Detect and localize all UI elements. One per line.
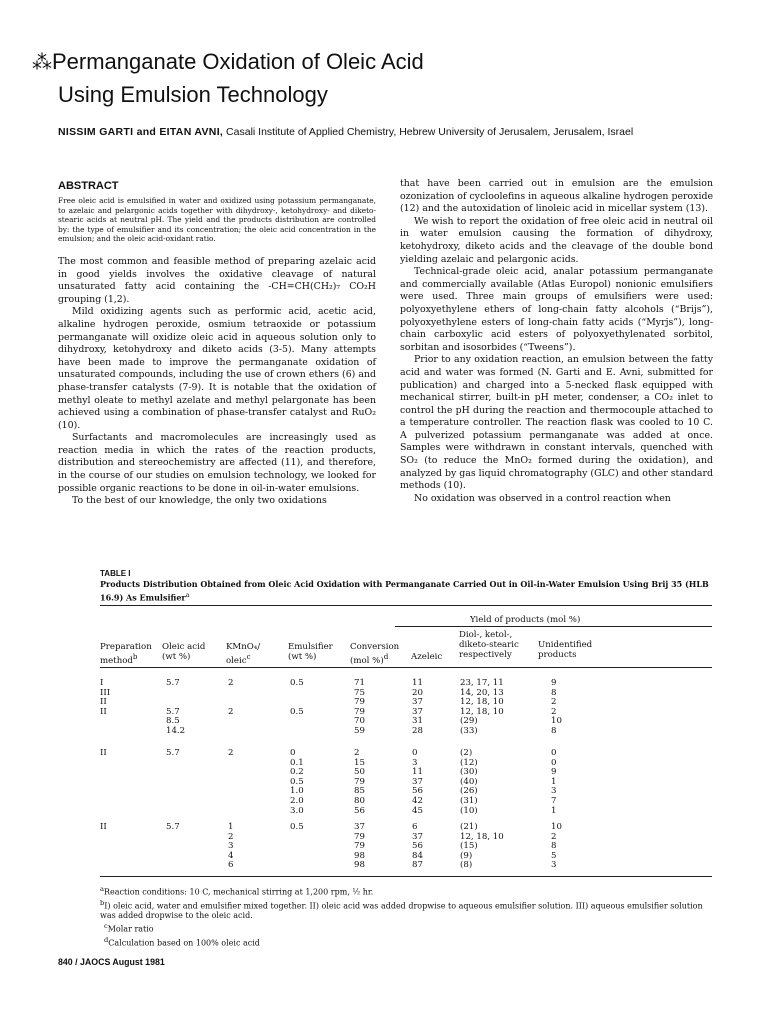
table-cell-kmno4: 2 xyxy=(228,678,234,688)
table-cell-diol: (31) xyxy=(460,796,478,806)
table-cell-method: II xyxy=(100,822,107,832)
table-cell-diol: 14, 20, 13 xyxy=(460,687,504,698)
table-label: TABLE I xyxy=(100,569,131,578)
col-header-oleic: Oleic acid (wt %) xyxy=(162,642,206,662)
table-cell-oleic: 14.2 xyxy=(166,726,186,736)
table-cell-diol: (2) xyxy=(460,748,473,758)
table-cell-conversion: 79 xyxy=(354,841,365,852)
table-cell-diol: (40) xyxy=(460,776,478,787)
article-title xyxy=(32,46,732,111)
col-header-emulsifier: Emulsifier (wt %) xyxy=(288,642,333,662)
abstract-heading: ABSTRACT xyxy=(58,180,119,192)
table-cell-unidentified: 9 xyxy=(551,678,557,688)
table-cell-conversion: 15 xyxy=(354,757,365,768)
col-header-conversion: Conversion (mol %)$^d$ xyxy=(350,642,400,666)
table-cell-conversion: 70 xyxy=(354,716,365,727)
table-cell-unidentified: 8 xyxy=(551,841,557,852)
table-cell-unidentified: 3 xyxy=(551,860,557,871)
table-notes xyxy=(100,884,720,949)
table-cell-diol: (30) xyxy=(460,767,478,778)
table-cell-unidentified: 8 xyxy=(551,726,557,736)
table-cell-diol: 12, 18, 10 xyxy=(460,831,504,842)
author-names: NISSIM GARTI and EITAN AVNI, xyxy=(58,126,224,138)
table-cell-conversion: 37 xyxy=(354,822,365,832)
table-cell-diol: (10) xyxy=(460,805,478,816)
table-cell-diol: 23, 17, 11 xyxy=(460,678,504,688)
table-cell-emulsifier: 2.0 xyxy=(290,796,304,806)
table-cell-diol: (9) xyxy=(460,850,473,861)
title-line-2: Using Emulsion Technology xyxy=(58,82,328,107)
abstract-text: Free oleic acid is emulsified in water and oxidized using potassium permanganate, to azelaic and pelargonic acids together with dihydroxy-, ketohydroxy- and diketo-stearic acids at neutral pH. The yield and the products distribution are controlled by: the type of emulsifier and its concentration; the oleic acid concentration in the emulsion; and the oleic acid-oxidant ratio. xyxy=(58,196,376,244)
table-cell-azelaic: 0 xyxy=(412,748,418,758)
table-cell-emulsifier: 0.1 xyxy=(290,757,304,768)
table-cell-oleic: 5.7 xyxy=(166,748,180,758)
table-cell-method: III xyxy=(100,687,111,698)
table-caption-text: Products Distribution Obtained from Oleic Acid Oxidation with Permanganate Carried Out in Oil-in-Water Emulsion Using Brij 35 (HLB 16.9) As Emulsifier xyxy=(100,579,709,603)
table-cell-conversion: 79 xyxy=(354,706,365,717)
body-paragraph: Technical-grade oleic acid, analar potassium permanganate and commercially available (Atlas Europol) nonionic emulsifiers were used. Three main groups of emulsifiers were used: polyoxyethylene ethers of long-chain fatty alcohols (“Brijs”), polyoxyethylene esters of long-chain fatty acids (“Myrjs”), long-chain carboxylic acid esters of polyoxyethylenated sorbitol, sorbitan and isosorbides (“Tweens”). xyxy=(400,266,713,353)
table-cell-azelaic: 84 xyxy=(412,850,423,861)
table-cell-oleic: 5.7 xyxy=(166,822,180,832)
table-cell-method: II xyxy=(100,748,107,758)
table-cell-azelaic: 11 xyxy=(412,678,423,688)
table-cell-emulsifier: 0.5 xyxy=(290,706,304,717)
yield-header: Yield of products (mol %) xyxy=(470,615,581,625)
table-cell-azelaic: 6 xyxy=(412,822,418,832)
table-cell-kmno4: 2 xyxy=(228,706,234,717)
table-cell-unidentified: 8 xyxy=(551,687,557,698)
col-header-unidentified: Unidentified products xyxy=(538,640,593,660)
table-cell-azelaic: 3 xyxy=(412,757,418,768)
table-top-rule xyxy=(100,605,712,606)
table-cell-diol: (26) xyxy=(460,786,478,797)
table-cell-conversion: 75 xyxy=(354,687,365,698)
table-note: $^d$Calculation based on 100% oleic acid xyxy=(104,935,260,948)
table-cell-conversion: 2 xyxy=(354,748,360,758)
table-cell-diol: (33) xyxy=(460,726,478,736)
table-cell-conversion: 79 xyxy=(354,776,365,787)
table-cell-unidentified: 2 xyxy=(551,706,557,717)
table-caption-sup: a xyxy=(185,591,190,599)
author-block xyxy=(58,125,718,140)
body-paragraph: that have been carried out in emulsion are the emulsion ozonization of cycloolefins in aqueous alkaline hydrogen peroxide (12) and the autoxidation of linoleic acid in micellar system (13). xyxy=(400,178,713,215)
table-note: $^b$I) oleic acid, water and emulsifier mixed together. II) oleic acid was added dropwise to aqueous emulsifier solution. III) aqueous emulsifier solution was added dropwise to the oleic acid. xyxy=(100,898,703,921)
table-note: $^a$Reaction conditions: 10 C, mechanical stirring at 1,200 rpm, ½ hr. xyxy=(100,885,374,897)
table-cell-unidentified: 10 xyxy=(551,822,562,832)
table-cell-azelaic: 31 xyxy=(412,716,423,727)
table-header-rule xyxy=(100,667,712,668)
table-cell-azelaic: 56 xyxy=(412,841,423,852)
table-cell-kmno4: 2 xyxy=(228,831,234,842)
yield-header-rule xyxy=(395,626,712,627)
table-cell-unidentified: 1 xyxy=(551,776,557,787)
col-header-method: Preparation method$^b$ xyxy=(100,642,152,666)
table-cell-conversion: 85 xyxy=(354,786,365,797)
col-header-kmno4: KMnO₄/ oleic$^c$ xyxy=(226,642,261,666)
table-cell-kmno4: 6 xyxy=(228,860,234,871)
table-cell-conversion: 98 xyxy=(354,860,365,871)
col-header-diol: Diol-, ketol-, diketo-stearic respectively xyxy=(459,630,519,660)
table-cell-conversion: 59 xyxy=(354,726,365,736)
table-cell-diol: (29) xyxy=(460,716,478,727)
table-cell-kmno4: 3 xyxy=(228,841,234,852)
body-paragraph: Mild oxidizing agents such as performic acid, acetic acid, alkaline hydrogen peroxide, osmium tetraoxide or potassium permanganate will oxidize oleic acid in aqueous solution only to dihydroxy, ketohydroxy and diketo acids (3-5). Many attempts have been made to improve the permanganate oxidation of unsaturated compounds, including the use of crown ethers (6) and phase-transfer catalysts (7-9). It is notable that the oxidation of methyl oleate to methyl azelate and methyl pelargonate has been achieved using a combination of phase-transfer catalyst and RuO₂ (10). xyxy=(58,306,376,431)
table-cell-emulsifier: 0.2 xyxy=(290,767,304,778)
table-cell-azelaic: 37 xyxy=(412,776,423,787)
body-paragraph: Prior to any oxidation reaction, an emulsion between the fatty acid and water was formed (N. Garti and E. Avni, submitted for publication) and charged into a 5-necked flask equipped with mechanical stirrer, built-in pH meter, condenser, a CO₂ inlet to control the pH during the reaction and thermocouple attached to a temperature controller. The reaction flask was cooled to 10 C. A pulverized potassium permanganate was added at once. Samples were withdrawn in constant intervals, quenched with SO₂ (to reduce the MnO₂ formed during the oxidation), and analyzed by gas liquid chromatography (GLC) and other standard methods (10). xyxy=(400,354,713,492)
table-cell-diol: 12, 18, 10 xyxy=(460,697,504,708)
body-paragraph: Surfactants and macromolecules are increasingly used as reaction media in which the rates of the reaction products, distribution and stereochemistry are affected (11), and therefore, in the course of our studies on emulsion technology, we looked for possible organic reactions to be done in oil-in-water emulsions. xyxy=(58,432,376,494)
table-cell-method: I xyxy=(100,678,104,688)
table-cell-diol: 12, 18, 10 xyxy=(460,706,504,717)
table-cell-conversion: 56 xyxy=(354,805,365,816)
table-cell-unidentified: 3 xyxy=(551,786,557,797)
title-line-1: Permanganate Oxidation of Oleic Acid xyxy=(52,49,424,74)
table-cell-diol: (15) xyxy=(460,841,478,852)
table-cell-conversion: 79 xyxy=(354,697,365,708)
table-cell-conversion: 98 xyxy=(354,850,365,861)
table-cell-azelaic: 28 xyxy=(412,726,423,736)
left-column xyxy=(58,178,376,508)
table-cell-method: II xyxy=(100,706,107,717)
table-cell-unidentified: 10 xyxy=(551,716,562,727)
table-cell-kmno4: 1 xyxy=(228,822,234,832)
body-paragraph: No oxidation was observed in a control reaction when xyxy=(414,492,671,504)
table-cell-azelaic: 42 xyxy=(412,796,423,806)
page-footer: 840 / JAOCS August 1981 xyxy=(58,957,165,967)
table-cell-method: II xyxy=(100,697,107,708)
table-cell-emulsifier: 0 xyxy=(290,748,296,758)
table-cell-azelaic: 11 xyxy=(412,767,423,778)
table-bottom-rule xyxy=(100,876,712,877)
table-cell-diol: (21) xyxy=(460,822,478,832)
table-cell-conversion: 79 xyxy=(354,831,365,842)
table-cell-conversion: 50 xyxy=(354,767,365,778)
table-cell-azelaic: 20 xyxy=(412,687,423,698)
table-cell-azelaic: 37 xyxy=(412,706,423,717)
author-affiliation: Casali Institute of Applied Chemistry, Hebrew University of Jerusalem, Jerusalem, Israel xyxy=(223,126,634,138)
table-cell-azelaic: 56 xyxy=(412,786,423,797)
table-cell-unidentified: 5 xyxy=(551,850,557,861)
table-cell-kmno4: 2 xyxy=(228,748,234,758)
table-cell-oleic: 5.7 xyxy=(166,678,180,688)
table-cell-unidentified: 2 xyxy=(551,831,557,842)
right-column xyxy=(400,178,713,505)
table-cell-conversion: 80 xyxy=(354,796,365,806)
table-cell-emulsifier: 0.5 xyxy=(290,776,304,787)
table-caption xyxy=(100,569,712,604)
table-cell-emulsifier: 3.0 xyxy=(290,805,304,816)
table-cell-unidentified: 9 xyxy=(551,767,557,778)
table-note: $^c$Molar ratio xyxy=(104,922,154,934)
col-header-azelaic: Azeleic xyxy=(411,652,443,662)
table-cell-diol: (8) xyxy=(460,860,473,871)
table-cell-oleic: 5.7 xyxy=(166,706,180,717)
body-paragraph: To the best of our knowledge, the only two oxidations xyxy=(72,495,327,507)
table-cell-oleic: 8.5 xyxy=(166,716,180,727)
table-cell-emulsifier: 1.0 xyxy=(290,786,304,797)
table-cell-azelaic: 37 xyxy=(412,831,423,842)
title-mark: ⁂ xyxy=(32,52,52,74)
table-cell-kmno4: 4 xyxy=(228,850,234,861)
table-cell-unidentified: 2 xyxy=(551,697,557,708)
table-cell-diol: (12) xyxy=(460,757,478,768)
table-cell-azelaic: 45 xyxy=(412,805,423,816)
body-paragraph: The most common and feasible method of preparing azelaic acid in good yields involves the oxidative cleavage of natural unsaturated fatty acid containing the -CH=CH(CH₂)₇ CO₂H grouping (1,2). xyxy=(58,255,376,305)
table-cell-emulsifier: 0.5 xyxy=(290,678,304,688)
table-cell-conversion: 71 xyxy=(354,678,365,688)
table-cell-unidentified: 0 xyxy=(551,757,557,768)
table-cell-azelaic: 87 xyxy=(412,860,423,871)
table-cell-azelaic: 37 xyxy=(412,697,423,708)
body-paragraph: We wish to report the oxidation of free oleic acid in neutral oil in water emulsion causing the formation of dihydroxy, ketohydroxy, diketo acids and the cleavage of the double bond yielding azelaic and pelargonic acids. xyxy=(400,215,713,265)
table-cell-unidentified: 0 xyxy=(551,748,557,758)
table-body xyxy=(100,678,712,874)
table-cell-unidentified: 7 xyxy=(551,796,557,806)
table-cell-emulsifier: 0.5 xyxy=(290,822,304,832)
table-cell-unidentified: 1 xyxy=(551,805,557,816)
